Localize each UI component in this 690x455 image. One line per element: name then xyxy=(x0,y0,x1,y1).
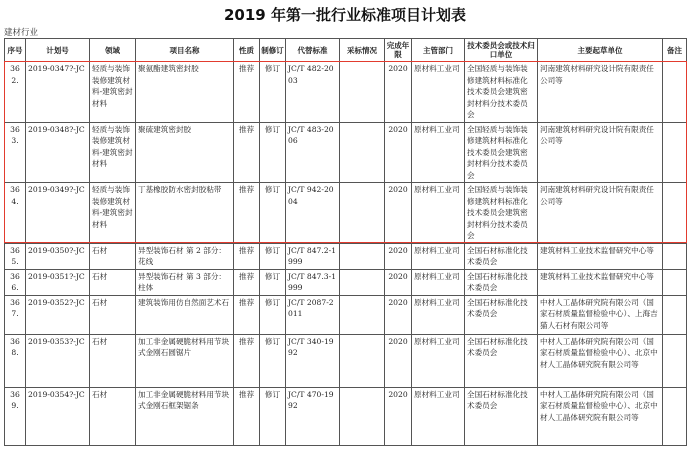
cell-no: 364. xyxy=(5,183,26,244)
cell-year: 2020 xyxy=(385,295,412,334)
cell-note xyxy=(663,295,687,334)
cell-dept: 原材料工业司 xyxy=(412,295,465,334)
cell-drafter: 中材人工晶体研究院有限公司（国家石材质量监督检验中心）、上海吉猫人石材有限公司等 xyxy=(538,295,663,334)
cell-name: 异型装饰石材 第 3 部分：柱体 xyxy=(136,269,234,295)
header-cell: 序号 xyxy=(5,39,26,62)
cell-committee: 全国石材标准化技术委员会 xyxy=(465,243,538,269)
cell-nature: 推荐 xyxy=(234,387,260,445)
cell-nature: 推荐 xyxy=(234,183,260,244)
cell-no: 368. xyxy=(5,334,26,387)
cell-year: 2020 xyxy=(385,62,412,123)
cell-year: 2020 xyxy=(385,122,412,183)
header-cell: 完成年限 xyxy=(385,39,412,62)
cell-drafter: 建筑材料工业技术监督研究中心等 xyxy=(538,243,663,269)
cell-nature: 推荐 xyxy=(234,62,260,123)
cell-plan: 2019-0352?-JC xyxy=(26,295,90,334)
cell-note xyxy=(663,62,687,123)
table-row xyxy=(5,269,687,295)
standards-table xyxy=(4,38,687,446)
cell-year: 2020 xyxy=(385,334,412,387)
cell-no: 369. xyxy=(5,387,26,445)
cell-year: 2020 xyxy=(385,183,412,244)
header-row xyxy=(5,39,687,62)
cell-note xyxy=(663,387,687,445)
cell-drafter: 中材人工晶体研究院有限公司（国家石材质量监督检验中心）、北京中材人工晶体研究院有限公司等 xyxy=(538,387,663,445)
cell-rev: 修订 xyxy=(260,62,286,123)
cell-year: 2020 xyxy=(385,387,412,445)
cell-plan: 2019-0353?-JC xyxy=(26,334,90,387)
cell-name: 聚硫建筑密封胶 xyxy=(136,122,234,183)
cell-rev: 修订 xyxy=(260,387,286,445)
header-cell: 计划号 xyxy=(26,39,90,62)
cell-drafter: 河南建筑材料研究设计院有限责任公司等 xyxy=(538,183,663,244)
cell-plan: 2019-0347?-JC xyxy=(26,62,90,123)
cell-replace: JC/T 2087-2011 xyxy=(286,295,340,334)
cell-note xyxy=(663,243,687,269)
cell-nature: 推荐 xyxy=(234,122,260,183)
cell-rev: 修订 xyxy=(260,122,286,183)
cell-name: 加工非金属硬脆材料用节块式金刚石框架锯条 xyxy=(136,387,234,445)
table-row xyxy=(5,243,687,269)
cell-no: 362. xyxy=(5,62,26,123)
header-cell: 主要起草单位 xyxy=(538,39,663,62)
table-row xyxy=(5,295,687,334)
cell-field: 石材 xyxy=(90,243,136,269)
cell-name: 加工非金属硬脆材料用节块式金刚石圆锯片 xyxy=(136,334,234,387)
cell-rev: 修订 xyxy=(260,269,286,295)
table-row xyxy=(5,183,687,244)
table-row xyxy=(5,334,687,387)
cell-field: 石材 xyxy=(90,295,136,334)
cell-committee: 全国石材标准化技术委员会 xyxy=(465,295,538,334)
cell-adopt xyxy=(340,269,385,295)
cell-note xyxy=(663,334,687,387)
header-cell: 备注 xyxy=(663,39,687,62)
cell-replace: JC/T 847.2-1999 xyxy=(286,243,340,269)
cell-nature: 推荐 xyxy=(234,295,260,334)
cell-dept: 原材料工业司 xyxy=(412,243,465,269)
cell-no: 367. xyxy=(5,295,26,334)
cell-field: 轻质与装饰装修建筑材料-建筑密封材料 xyxy=(90,62,136,123)
table-row xyxy=(5,62,687,123)
cell-replace: JC/T 483-2006 xyxy=(286,122,340,183)
cell-plan: 2019-0354?-JC xyxy=(26,387,90,445)
cell-name: 建筑装饰用仿自然面艺术石 xyxy=(136,295,234,334)
cell-no: 365. xyxy=(5,243,26,269)
table-row xyxy=(5,122,687,183)
header-cell: 制修订 xyxy=(260,39,286,62)
cell-drafter: 建筑材料工业技术监督研究中心等 xyxy=(538,269,663,295)
cell-nature: 推荐 xyxy=(234,334,260,387)
header-cell: 性质 xyxy=(234,39,260,62)
cell-nature: 推荐 xyxy=(234,243,260,269)
header-cell: 采标情况 xyxy=(340,39,385,62)
table-row xyxy=(5,387,687,445)
header-cell: 主管部门 xyxy=(412,39,465,62)
cell-field: 轻质与装饰装修建筑材料-建筑密封材料 xyxy=(90,183,136,244)
cell-nature: 推荐 xyxy=(234,269,260,295)
cell-no: 366. xyxy=(5,269,26,295)
cell-note xyxy=(663,269,687,295)
cell-rev: 修订 xyxy=(260,183,286,244)
cell-note xyxy=(663,122,687,183)
cell-drafter: 河南建筑材料研究设计院有限责任公司等 xyxy=(538,62,663,123)
header-cell: 代替标准 xyxy=(286,39,340,62)
cell-committee: 全国石材标准化技术委员会 xyxy=(465,387,538,445)
cell-dept: 原材料工业司 xyxy=(412,62,465,123)
cell-field: 石材 xyxy=(90,269,136,295)
cell-adopt xyxy=(340,243,385,269)
cell-adopt xyxy=(340,387,385,445)
cell-note xyxy=(663,183,687,244)
cell-dept: 原材料工业司 xyxy=(412,334,465,387)
cell-dept: 原材料工业司 xyxy=(412,269,465,295)
cell-dept: 原材料工业司 xyxy=(412,387,465,445)
cell-adopt xyxy=(340,295,385,334)
cell-committee: 全国石材标准化技术委员会 xyxy=(465,269,538,295)
cell-year: 2020 xyxy=(385,243,412,269)
cell-plan: 2019-0351?-JC xyxy=(26,269,90,295)
cell-replace: JC/T 340-1992 xyxy=(286,334,340,387)
cell-committee: 全国轻质与装饰装修建筑材料标准化技术委员会建筑密封材料分技术委员会 xyxy=(465,122,538,183)
cell-field: 轻质与装饰装修建筑材料-建筑密封材料 xyxy=(90,122,136,183)
header-cell: 领域 xyxy=(90,39,136,62)
cell-rev: 修订 xyxy=(260,295,286,334)
cell-field: 石材 xyxy=(90,334,136,387)
cell-plan: 2019-0350?-JC xyxy=(26,243,90,269)
cell-adopt xyxy=(340,62,385,123)
cell-replace: JC/T 482-2003 xyxy=(286,62,340,123)
cell-dept: 原材料工业司 xyxy=(412,183,465,244)
header-cell: 项目名称 xyxy=(136,39,234,62)
cell-name: 聚氨酯建筑密封胶 xyxy=(136,62,234,123)
cell-name: 丁基橡胶防水密封胶粘带 xyxy=(136,183,234,244)
cell-plan: 2019-0348?-JC xyxy=(26,122,90,183)
header-cell: 技术委员会或技术归口单位 xyxy=(465,39,538,62)
cell-committee: 全国轻质与装饰装修建筑材料标准化技术委员会建筑密封材料分技术委员会 xyxy=(465,183,538,244)
section-label: 建材行业 xyxy=(4,28,39,38)
cell-drafter: 中材人工晶体研究院有限公司（国家石材质量监督检验中心）、北京中材人工晶体研究院有限公司等 xyxy=(538,334,663,387)
cell-replace: JC/T 470-1992 xyxy=(286,387,340,445)
cell-year: 2020 xyxy=(385,269,412,295)
document-title: 2019 年第一批行业标准项目计划表 xyxy=(224,6,466,24)
cell-replace: JC/T 847.3-1999 xyxy=(286,269,340,295)
cell-adopt xyxy=(340,122,385,183)
cell-rev: 修订 xyxy=(260,334,286,387)
cell-adopt xyxy=(340,183,385,244)
cell-replace: JC/T 942-2004 xyxy=(286,183,340,244)
cell-dept: 原材料工业司 xyxy=(412,122,465,183)
cell-field: 石材 xyxy=(90,387,136,445)
cell-no: 363. xyxy=(5,122,26,183)
cell-drafter: 河南建筑材料研究设计院有限责任公司等 xyxy=(538,122,663,183)
cell-committee: 全国石材标准化技术委员会 xyxy=(465,334,538,387)
cell-name: 异型装饰石材 第 2 部分：花线 xyxy=(136,243,234,269)
cell-adopt xyxy=(340,334,385,387)
cell-rev: 修订 xyxy=(260,243,286,269)
cell-committee: 全国轻质与装饰装修建筑材料标准化技术委员会建筑密封材料分技术委员会 xyxy=(465,62,538,123)
cell-plan: 2019-0349?-JC xyxy=(26,183,90,244)
